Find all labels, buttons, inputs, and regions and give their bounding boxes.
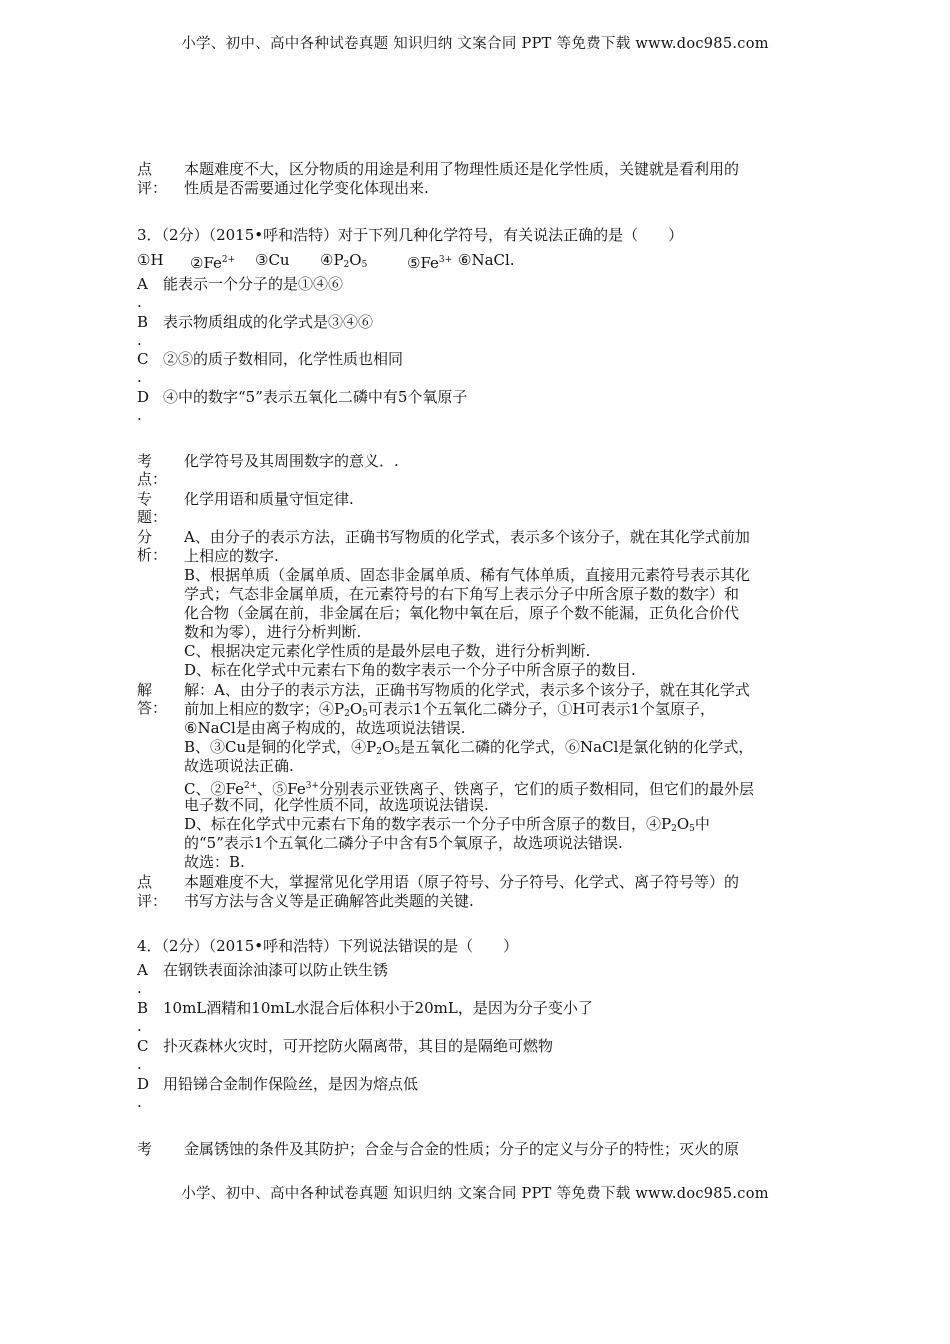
- q3-kaodian-label-1: 考: [137, 452, 153, 470]
- q4-option-b-letter: B: [137, 999, 149, 1017]
- q3-symbol-fe3: $⑤Fe^{3+}$: [407, 254, 453, 272]
- q3-zhuanti-text: 化学用语和质量守恒定律.: [184, 490, 354, 508]
- page-header: 小学、初中、高中各种试卷真题 知识归纳 文案合同 PPT 等免费下载 www.doc985.com: [181, 36, 769, 52]
- q4-option-b-dot: .: [137, 1017, 142, 1035]
- q3-jieda-line: C、$②Fe^{2+}$、$⑤Fe^{3+}$分别表示亚铁离子、铁离子，它们的质子数相同，但它们的最外层: [184, 780, 754, 798]
- q3-zhuanti-label-2: 题：: [137, 508, 168, 526]
- q3-option-b-dot: .: [137, 331, 142, 349]
- q3-dianping-line-1: 本题难度不大，掌握常见化学用语（原子符号、分子符号、化学式、离子符号等）的: [184, 873, 740, 891]
- q3-dianping-label-2: 评：: [137, 892, 168, 910]
- q3-symbol-cu: ③Cu: [255, 251, 290, 269]
- q3-option-b-letter: B: [137, 313, 149, 331]
- q3-jieda-line: 故选项说法正确.: [184, 757, 294, 775]
- q3-jieda-line: 解：A、由分子的表示方法，正确书写物质的化学式，表示多个该分子，就在其化学式: [184, 681, 750, 699]
- q3-dianping-line-2: 书写方法与含义等是正确解答此类题的关键.: [184, 892, 474, 910]
- page-footer: 小学、初中、高中各种试卷真题 知识归纳 文案合同 PPT 等免费下载 www.doc985.com: [181, 1186, 769, 1202]
- q3-jieda-answer: 故选：B.: [184, 853, 245, 871]
- q3-fenxi-line: C、根据决定元素化学性质的是最外层电子数，进行分析判断.: [184, 642, 591, 660]
- q3-symbol-fe2: $②Fe^{2+}$: [190, 254, 236, 272]
- q3-symbol-nacl: ⑥NaCl.: [458, 251, 515, 269]
- q4-option-c-text: 扑灭森林火灾时，可开挖防火隔离带，其目的是隔绝可燃物: [163, 1037, 554, 1055]
- q3-symbol-h: ①H: [137, 251, 164, 269]
- q3-jieda-line: 的“5”表示1个五氧化二磷分子中含有5个氧原子，故选项说法错误.: [184, 834, 623, 852]
- q3-fenxi-line: 数和为零），进行分析判断.: [184, 623, 362, 641]
- q3-jieda-line: D、标在化学式中元素右下角的数字表示一个分子中所含原子的数目，$④P_2O_5$中: [184, 815, 710, 834]
- q3-jieda-line: 电子数不同，化学性质不同，故选项说法错误.: [184, 796, 489, 814]
- q4-option-d-dot: .: [137, 1093, 142, 1111]
- q3-fenxi-line: A、由分子的表示方法，正确书写物质的化学式，表示多个该分子，就在其化学式前加: [184, 528, 750, 546]
- q3-option-c-dot: .: [137, 368, 142, 386]
- q3-fenxi-label-2: 析：: [137, 546, 168, 564]
- q4-option-a-text: 在钢铁表面涂油漆可以防止铁生锈: [163, 961, 389, 979]
- q3-option-a-text: 能表示一个分子的是①④⑥: [163, 275, 344, 293]
- q4-option-a-letter: A: [137, 961, 148, 979]
- q3-fenxi-line: 学式；气态非金属单质，在元素符号的右下角写上表示分子中所含原子数的数字）和: [184, 585, 740, 603]
- q3-fenxi-line: D、标在化学式中元素右下角的数字表示一个分子中所含原子的数目.: [184, 661, 636, 679]
- q4-option-d-text: 用铅锑合金制作保险丝，是因为熔点低: [163, 1075, 419, 1093]
- q3-jieda-line: ⑥NaCl是由离子构成的，故选项说法错误.: [184, 719, 466, 737]
- q3-dianping-label-1: 点: [137, 873, 153, 891]
- q3-option-a-letter: A: [137, 275, 148, 293]
- q4-kaodian-text: 金属锈蚀的条件及其防护；合金与合金的性质；分子的定义与分子的特性；灭火的原: [184, 1140, 740, 1158]
- q4-stem: 4．（2分）（2015•呼和浩特）下列说法错误的是（ ）: [137, 937, 519, 955]
- q3-symbol-p2o5: $④P_2O_5$: [320, 251, 368, 270]
- q3-option-c-letter: C: [137, 350, 149, 368]
- q3-jieda-label-2: 答：: [137, 699, 168, 717]
- q4-kaodian-label-1: 考: [137, 1140, 153, 1158]
- q4-option-a-dot: .: [137, 979, 142, 997]
- prev-comment-label-1: 点: [137, 160, 153, 178]
- q3-option-d-text: ④中的数字“5”表示五氧化二磷中有5个氧原子: [163, 388, 468, 406]
- q3-jieda-label-1: 解: [137, 681, 153, 699]
- q3-fenxi-label-1: 分: [137, 528, 153, 546]
- q4-option-b-text: 10mL酒精和10mL水混合后体积小于20mL，是因为分子变小了: [163, 999, 593, 1017]
- q3-jieda-line: 前加上相应的数字；$④P_2O_5$可表示1个五氧化二磷分子，①H可表示1个氢原子，: [184, 700, 716, 719]
- prev-comment-line-2: 性质是否需要通过化学变化体现出来.: [184, 179, 429, 197]
- q3-option-d-dot: .: [137, 406, 142, 424]
- q3-fenxi-line: 上相应的数字.: [184, 547, 279, 565]
- q3-option-b-text: 表示物质组成的化学式是③④⑥: [163, 313, 374, 331]
- prev-comment-line-1: 本题难度不大，区分物质的用途是利用了物理性质还是化学性质，关键就是看利用的: [184, 160, 740, 178]
- prev-comment-label-2: 评：: [137, 179, 168, 197]
- q3-zhuanti-label-1: 专: [137, 490, 153, 508]
- q3-option-a-dot: .: [137, 293, 142, 311]
- q4-option-c-dot: .: [137, 1055, 142, 1073]
- q4-option-d-letter: D: [137, 1075, 150, 1093]
- q3-stem: 3．（2分）（2015•呼和浩特）对于下列几种化学符号，有关说法正确的是（ ）: [137, 226, 684, 244]
- q3-fenxi-line: B、根据单质（金属单质、固态非金属单质、稀有气体单质，直接用元素符号表示其化: [184, 566, 751, 584]
- q4-option-c-letter: C: [137, 1037, 149, 1055]
- q3-kaodian-label-2: 点：: [137, 470, 168, 488]
- q3-option-d-letter: D: [137, 388, 150, 406]
- q3-fenxi-line: 化合物（金属在前，非金属在后；氧化物中氧在后，原子个数不能漏，正负化合价代: [184, 604, 740, 622]
- q3-jieda-line: B、③Cu是铜的化学式，$④P_2O_5$是五氧化二磷的化学式，⑥NaCl是氯化钠的化学式，: [184, 738, 754, 757]
- q3-kaodian-text: 化学符号及其周围数字的意义．.: [184, 452, 399, 470]
- q3-option-c-text: ②⑤的质子数相同，化学性质也相同: [163, 350, 404, 368]
